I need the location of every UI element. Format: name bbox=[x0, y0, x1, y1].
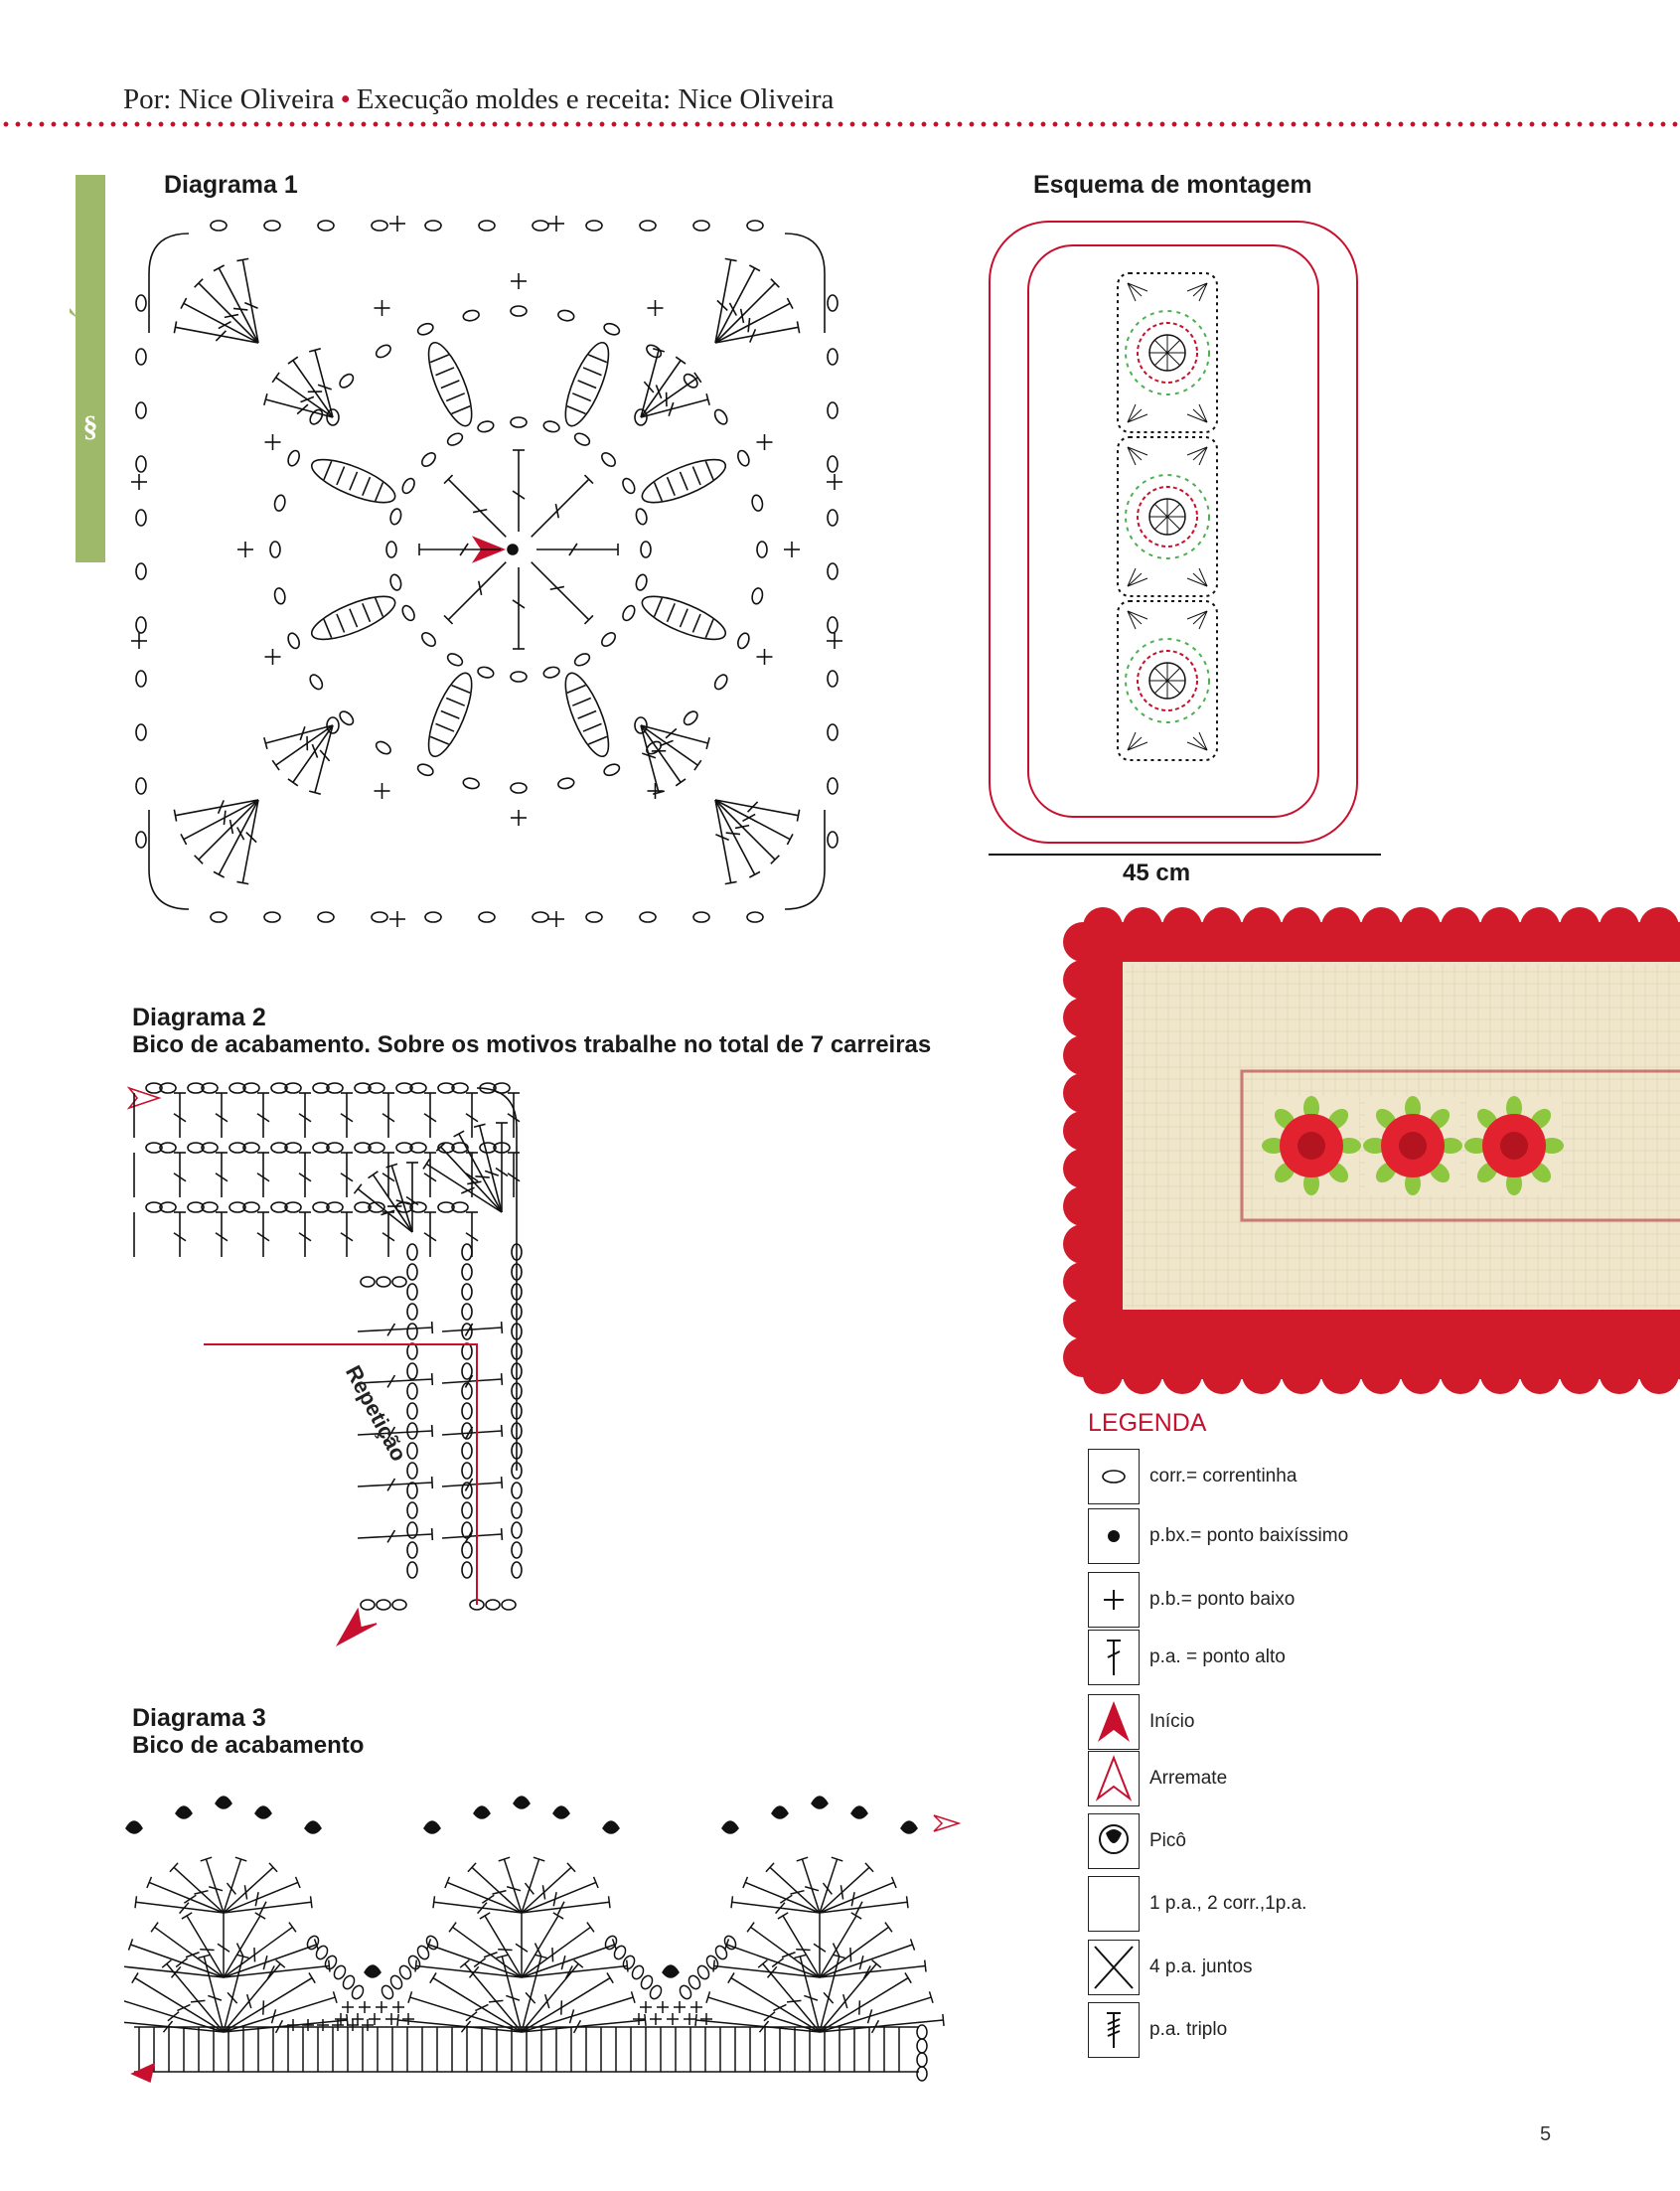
legend-item-label: Início bbox=[1149, 1711, 1195, 1732]
legend-item bbox=[1088, 1508, 1348, 1564]
repeat-label: Repetição bbox=[340, 1361, 412, 1466]
chain-oval-icon bbox=[1088, 1449, 1140, 1504]
start-arrow-icon bbox=[1088, 1694, 1140, 1750]
header-execution: Execução moldes e receita: Nice Oliveira bbox=[356, 83, 835, 115]
finish-arrow-icon bbox=[1088, 1751, 1140, 1806]
legend-item bbox=[1088, 1630, 1286, 1685]
legend-item-label: Arremate bbox=[1149, 1768, 1228, 1789]
assembly-scheme bbox=[984, 214, 1391, 909]
magazine-logo-icon: § bbox=[82, 410, 98, 443]
diagram2-edging-corner bbox=[124, 1073, 740, 1649]
diagram2-title: Diagrama 2 bbox=[132, 1004, 266, 1031]
page-number: 5 bbox=[1540, 2123, 1552, 2145]
assembly-width-label: 45 cm bbox=[1123, 860, 1191, 886]
legend-item bbox=[1088, 1876, 1306, 1932]
diagram1-title: Diagrama 1 bbox=[164, 171, 298, 199]
legend-item bbox=[1088, 1694, 1194, 1750]
slip-stitch-dot-icon bbox=[1088, 1508, 1140, 1564]
legend-item-label: p.a. triplo bbox=[1149, 2019, 1228, 2040]
picot-icon bbox=[1088, 1813, 1140, 1869]
motif-strip bbox=[1118, 273, 1217, 760]
legend-item bbox=[1088, 1751, 1227, 1806]
legend-item bbox=[1088, 1572, 1295, 1628]
legend-item-label: corr.= correntinha bbox=[1149, 1466, 1298, 1487]
legend-title: LEGENDA bbox=[1088, 1409, 1207, 1437]
legend-item-label: p.b.= ponto baixo bbox=[1149, 1589, 1296, 1610]
legend-item bbox=[1088, 1813, 1186, 1869]
diagram3-title: Diagrama 3 bbox=[132, 1704, 266, 1732]
double-crochet-icon bbox=[1088, 1630, 1140, 1685]
legend-item-label: p.a. = ponto alto bbox=[1149, 1646, 1286, 1667]
diagram1-square-motif bbox=[129, 214, 844, 944]
diagram3-edging bbox=[124, 1784, 989, 2092]
inner-border-outline bbox=[1028, 245, 1318, 817]
legend-item bbox=[1088, 2002, 1227, 2058]
blank-box-icon bbox=[1088, 1876, 1140, 1932]
dotted-divider bbox=[0, 120, 1680, 128]
legend-item-label: 4 p.a. juntos bbox=[1149, 1956, 1253, 1977]
legend-item-label: Picô bbox=[1149, 1830, 1186, 1851]
triple-crochet-icon bbox=[1088, 2002, 1140, 2058]
cross-box-icon bbox=[1088, 1940, 1140, 1995]
diagram3-subtitle: Bico de acabamento bbox=[132, 1732, 365, 1759]
assembly-title: Esquema de montagem bbox=[1033, 171, 1312, 199]
legend-item bbox=[1088, 1940, 1253, 1995]
section-label: GRÁFICOS bbox=[68, 174, 113, 388]
header-bullet: • bbox=[340, 83, 351, 115]
diagram2-subtitle: Bico de acabamento. Sobre os motivos trabalhe no total de 7 carreiras bbox=[132, 1031, 932, 1058]
single-crochet-plus-icon bbox=[1088, 1572, 1140, 1628]
legend-item-label: p.bx.= ponto baixíssimo bbox=[1149, 1525, 1349, 1546]
header-author: Por: Nice Oliveira bbox=[123, 83, 335, 115]
legend-item bbox=[1088, 1449, 1297, 1504]
page-header bbox=[123, 83, 834, 116]
outer-border-outline bbox=[990, 222, 1357, 843]
legend-item-label: 1 p.a., 2 corr.,1p.a. bbox=[1149, 1893, 1307, 1914]
table-runner-photo bbox=[1043, 902, 1680, 1399]
repeat-bracket bbox=[204, 1344, 477, 1605]
